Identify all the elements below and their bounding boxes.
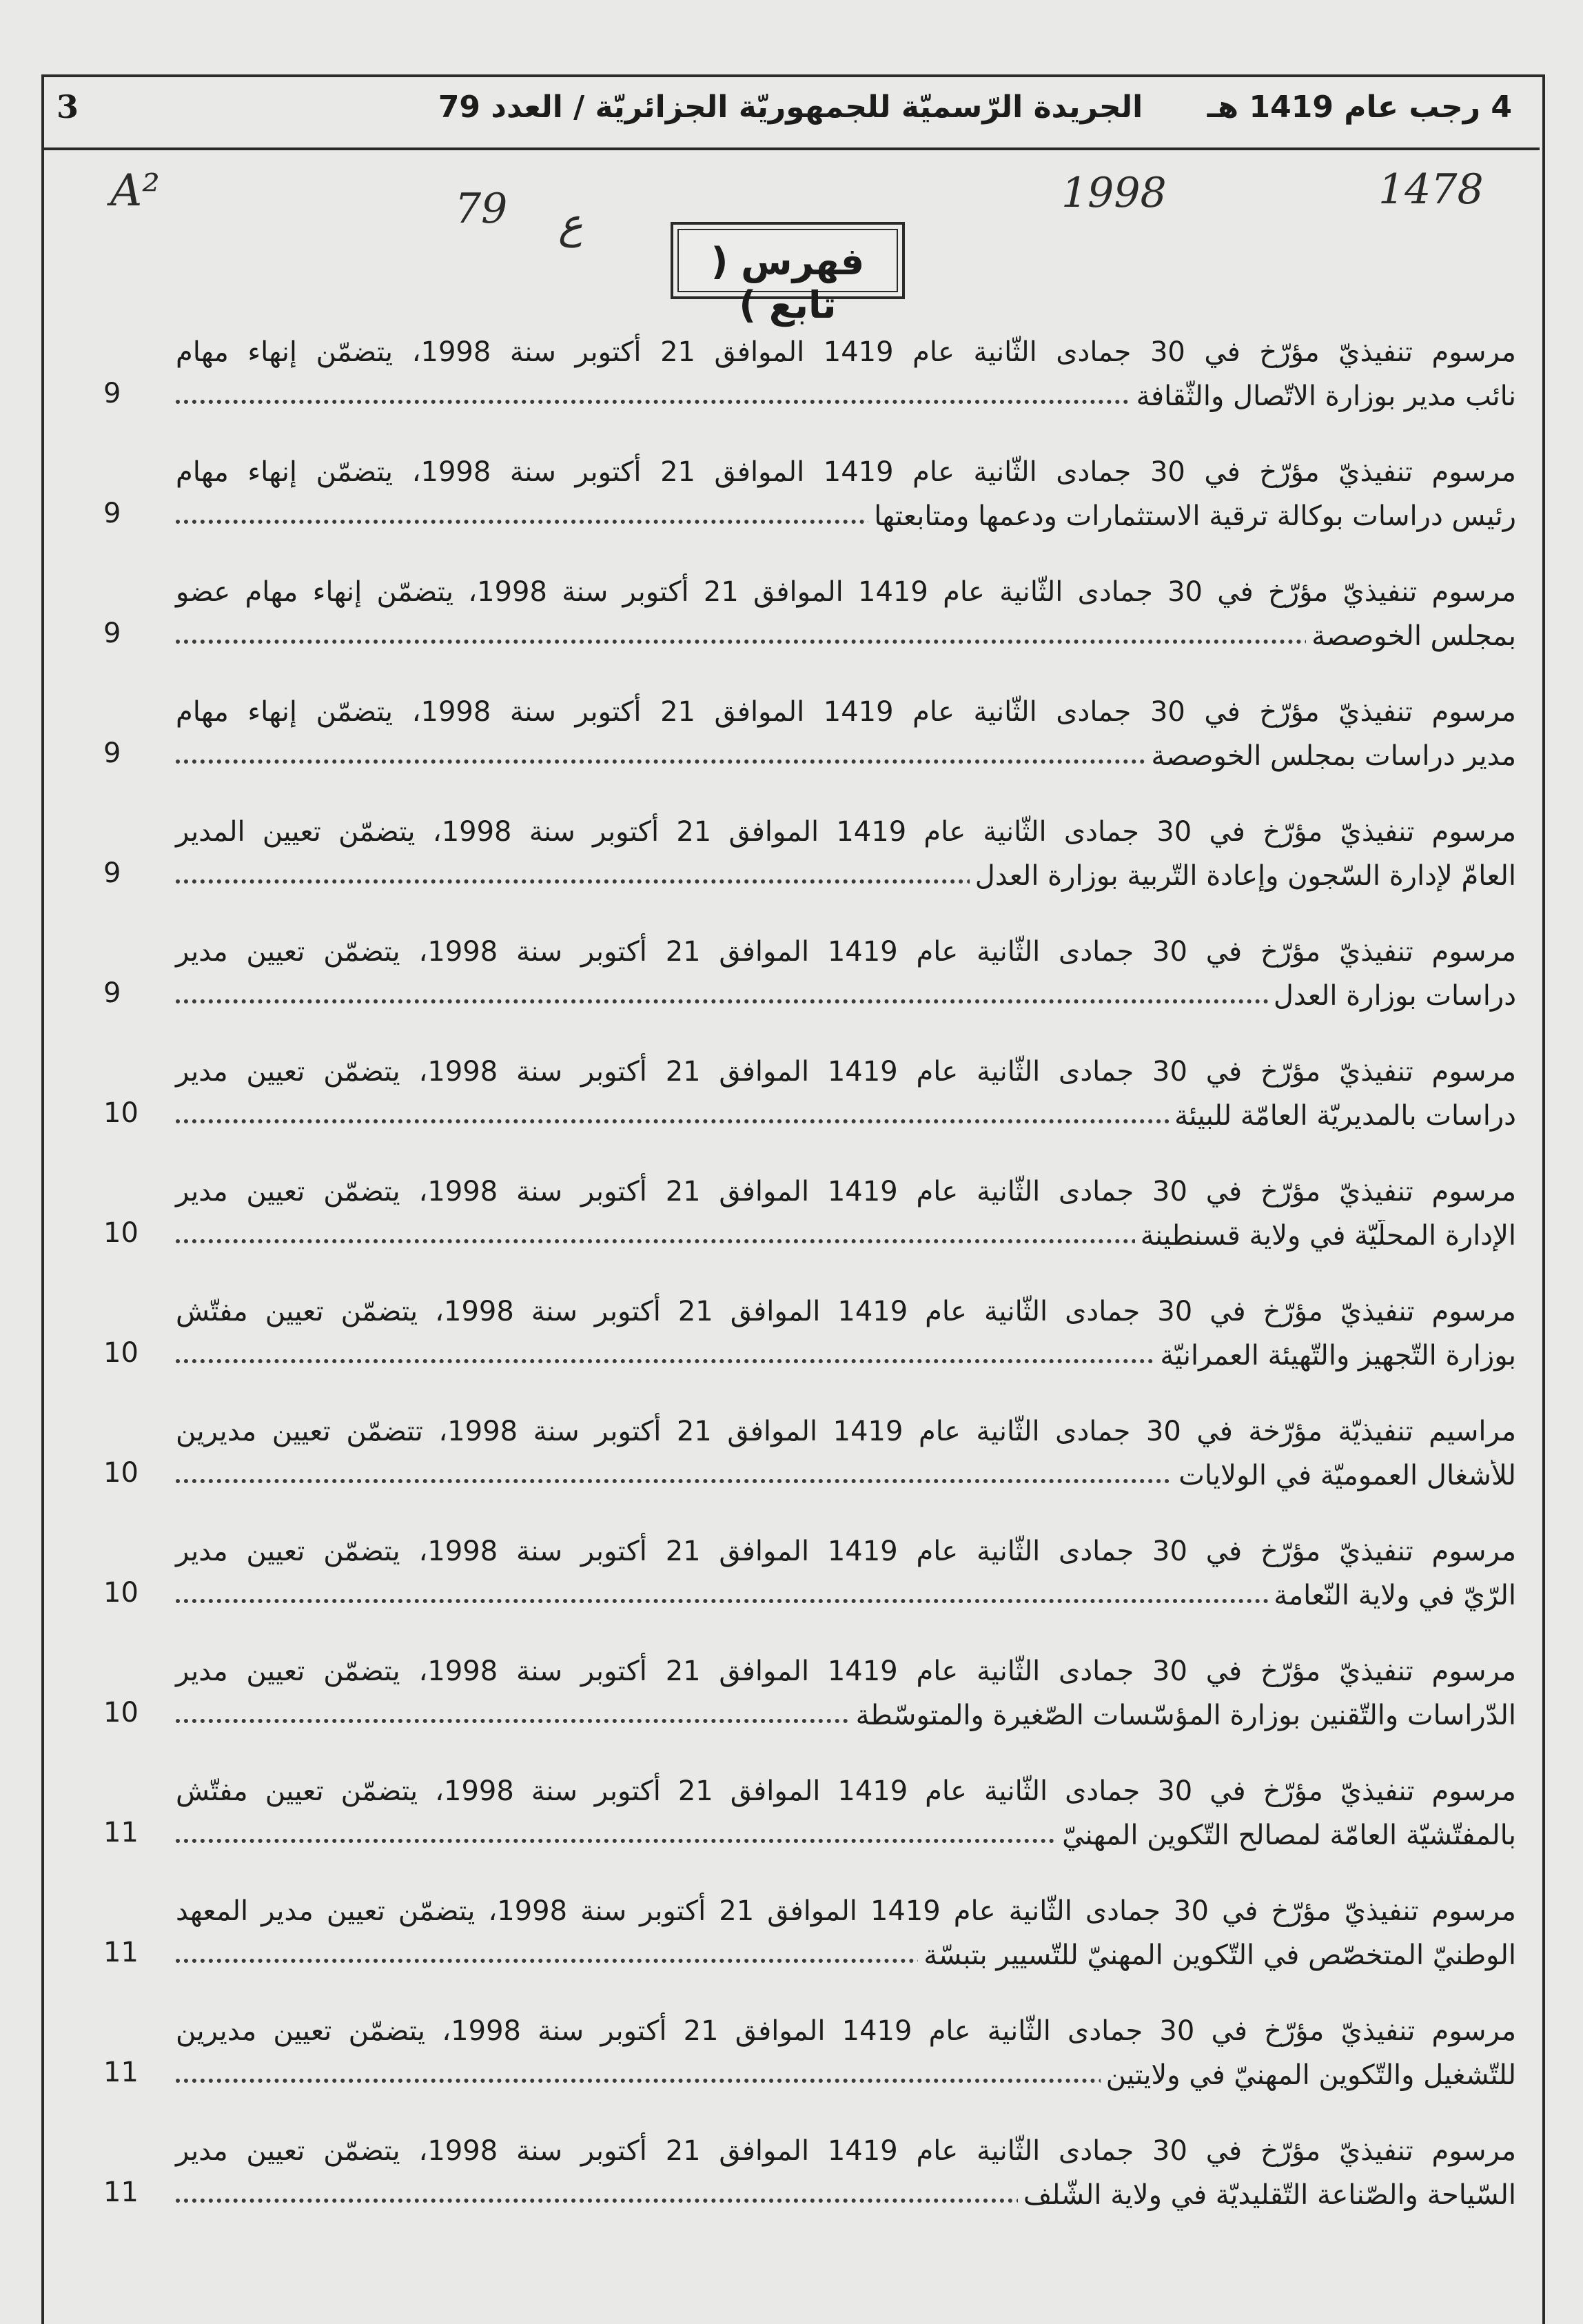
handwritten-note-left: A²	[110, 165, 160, 216]
entry-line-1: مرسوم تنفيذيّ مؤرّخ في 30 جمادى الثّانية عام 1419 الموافق 21 أكتوبر سنة 1998، يتضمّن إنهاء مهام	[176, 456, 1516, 488]
index-entries	[103, 324, 1516, 2309]
entry-line-2-text: العامّ لإدارة السّجون وإعادة التّربية بوزارة العدل	[970, 860, 1516, 892]
index-entry	[103, 2003, 1516, 2123]
entry-page-number: 11	[103, 2057, 139, 2088]
entry-line-2-text: الإدارة المحلّيّة في ولاية قسنطينة	[1135, 1220, 1516, 1252]
entry-line-1: مرسوم تنفيذيّ مؤرّخ في 30 جمادى الثّانية عام 1419 الموافق 21 أكتوبر سنة 1998، يتضمّن تعيين مديرين	[176, 2015, 1516, 2047]
entry-line-2-text: بوزارة التّجهيز والتّهيئة العمرانيّة	[1154, 1340, 1516, 1372]
index-entry	[103, 924, 1516, 1043]
index-entry	[103, 2123, 1516, 2243]
entry-line-2-text: نائب مدير بوزارة الاتّصال والثّقافة	[1131, 380, 1516, 412]
entry-page-number: 11	[103, 1817, 139, 1848]
entry-page-number: 10	[103, 1337, 139, 1369]
index-entry	[103, 1043, 1516, 1163]
entry-line-2	[176, 860, 1516, 892]
entry-line-1: مرسوم تنفيذيّ مؤرّخ في 30 جمادى الثّانية عام 1419 الموافق 21 أكتوبر سنة 1998، يتضمّن تعيين مدير	[176, 1176, 1516, 1207]
index-entry	[103, 1643, 1516, 1763]
index-entry	[103, 444, 1516, 564]
index-entry	[103, 1403, 1516, 1523]
entry-line-2	[176, 1100, 1516, 1132]
entry-line-2-text: بالمفتّشيّة العامّة لمصالح التّكوين المهنيّ	[1056, 1820, 1516, 1851]
entry-line-2	[176, 1700, 1516, 1731]
entry-page-number: 10	[103, 1097, 139, 1129]
entry-line-2-text: للتّشغيل والتّكوين المهنيّ في ولايتين	[1101, 2059, 1516, 2091]
entry-line-2	[176, 620, 1516, 652]
entry-line-2	[176, 740, 1516, 772]
entry-line-1: مرسوم تنفيذيّ مؤرّخ في 30 جمادى الثّانية عام 1419 الموافق 21 أكتوبر سنة 1998، يتضمّن تعيين مدير	[176, 2135, 1516, 2167]
entry-line-2	[176, 1340, 1516, 1372]
header-page-number: 3	[57, 88, 79, 125]
index-entry	[103, 1883, 1516, 2003]
index-entry	[103, 804, 1516, 924]
entry-line-1: مرسوم تنفيذيّ مؤرّخ في 30 جمادى الثّانية عام 1419 الموافق 21 أكتوبر سنة 1998، يتضمّن تعيين مدير	[176, 1655, 1516, 1687]
entry-line-1: مرسوم تنفيذيّ مؤرّخ في 30 جمادى الثّانية عام 1419 الموافق 21 أكتوبر سنة 1998، يتضمّن تعيين مدير	[176, 936, 1516, 968]
index-entry	[103, 1163, 1516, 1283]
entry-page-number: 9	[103, 498, 121, 529]
header-title: الجريدة الرّسميّة للجمهوريّة الجزائريّة / العدد 79	[438, 90, 1143, 125]
entry-line-2	[176, 1820, 1516, 1851]
entry-line-2	[176, 1580, 1516, 1611]
index-entry	[103, 1763, 1516, 1883]
entry-line-2	[176, 380, 1516, 412]
entry-line-2-text: الرّيّ في ولاية النّعامة	[1268, 1580, 1516, 1611]
entry-line-2	[176, 1220, 1516, 1252]
handwritten-hijri-year: 1478	[1378, 165, 1484, 214]
entry-page-number: 10	[103, 1457, 139, 1489]
entry-page-number: 10	[103, 1217, 139, 1249]
entry-line-1: مرسوم تنفيذيّ مؤرّخ في 30 جمادى الثّانية عام 1419 الموافق 21 أكتوبر سنة 1998، يتضمّن إنهاء مهام	[176, 336, 1516, 368]
entry-page-number: 10	[103, 1577, 139, 1609]
index-entry	[103, 564, 1516, 684]
entry-line-1: مرسوم تنفيذيّ مؤرّخ في 30 جمادى الثّانية عام 1419 الموافق 21 أكتوبر سنة 1998، يتضمّن تعيين مدير المعهد	[176, 1895, 1516, 1927]
entry-line-2	[176, 2179, 1516, 2211]
entry-line-2	[176, 2059, 1516, 2091]
entry-line-2	[176, 1460, 1516, 1491]
entry-page-number: 11	[103, 2177, 139, 2208]
entry-line-1: مرسوم تنفيذيّ مؤرّخ في 30 جمادى الثّانية عام 1419 الموافق 21 أكتوبر سنة 1998، يتضمّن تعيين مفتّش	[176, 1775, 1516, 1807]
entry-line-1: مرسوم تنفيذيّ مؤرّخ في 30 جمادى الثّانية عام 1419 الموافق 21 أكتوبر سنة 1998، يتضمّن إنهاء مهام	[176, 696, 1516, 728]
index-entry	[103, 324, 1516, 444]
entry-line-2-text: السّياحة والصّناعة التّقليديّة في ولاية الشّلف	[1018, 2179, 1516, 2211]
handwritten-year: 1998	[1061, 169, 1167, 217]
entry-page-number: 9	[103, 737, 121, 769]
entry-line-2	[176, 980, 1516, 1012]
index-entry	[103, 1283, 1516, 1403]
page-header	[41, 74, 1540, 150]
entry-page-number: 10	[103, 1697, 139, 1729]
entry-line-1: مرسوم تنفيذيّ مؤرّخ في 30 جمادى الثّانية عام 1419 الموافق 21 أكتوبر سنة 1998، يتضمّن تعيين مفتّش	[176, 1296, 1516, 1327]
entry-line-1: مراسيم تنفيذيّة مؤرّخة في 30 جمادى الثّانية عام 1419 الموافق 21 أكتوبر سنة 1998، تتضمّن تعيين مديرين	[176, 1416, 1516, 1447]
header-date: 4 رجب عام 1419 هـ	[1207, 90, 1512, 125]
entry-line-2-text: دراسات بالمديريّة العامّة للبيئة	[1169, 1100, 1516, 1132]
entry-line-2-text: بمجلس الخوصصة	[1306, 620, 1516, 652]
entry-line-1: مرسوم تنفيذيّ مؤرّخ في 30 جمادى الثّانية عام 1419 الموافق 21 أكتوبر سنة 1998، يتضمّن تعيين المدير	[176, 816, 1516, 848]
index-entry	[103, 1523, 1516, 1643]
handwritten-issue-letter: ع	[558, 200, 583, 248]
entry-line-1: مرسوم تنفيذيّ مؤرّخ في 30 جمادى الثّانية عام 1419 الموافق 21 أكتوبر سنة 1998، يتضمّن إنهاء مهام عضو	[176, 576, 1516, 608]
entry-line-1: مرسوم تنفيذيّ مؤرّخ في 30 جمادى الثّانية عام 1419 الموافق 21 أكتوبر سنة 1998، يتضمّن تعيين مدير	[176, 1536, 1516, 1567]
entry-page-number: 9	[103, 378, 121, 409]
entry-page-number: 11	[103, 1937, 139, 1968]
entry-line-1: مرسوم تنفيذيّ مؤرّخ في 30 جمادى الثّانية عام 1419 الموافق 21 أكتوبر سنة 1998، يتضمّن تعيين مدير	[176, 1056, 1516, 1088]
entry-page-number: 9	[103, 977, 121, 1009]
entry-line-2-text: للأشغال العموميّة في الولايات	[1173, 1460, 1516, 1491]
index-title: فهرس ( تابع )	[711, 240, 865, 327]
entry-line-2-text: رئيس دراسات بوكالة ترقية الاستثمارات ودعمها ومتابعتها	[868, 500, 1516, 532]
entry-line-2-text: الوطنيّ المتخصّص في التّكوين المهنيّ للتّسيير بتبسّة	[918, 1939, 1516, 1971]
entry-line-2	[176, 1939, 1516, 1971]
entry-line-2-text: دراسات بوزارة العدل	[1268, 980, 1516, 1012]
entry-line-2-text: الدّراسات والتّقنين بوزارة المؤسّسات الصّغيرة والمتوسّطة	[850, 1700, 1516, 1731]
entry-line-2	[176, 500, 1516, 532]
entry-page-number: 9	[103, 857, 121, 889]
handwritten-issue-number: 79	[455, 185, 508, 233]
index-entry	[103, 684, 1516, 804]
entry-line-2-text: مدير دراسات بمجلس الخوصصة	[1145, 740, 1516, 772]
entry-page-number: 9	[103, 618, 121, 649]
index-title-box	[671, 222, 905, 327]
